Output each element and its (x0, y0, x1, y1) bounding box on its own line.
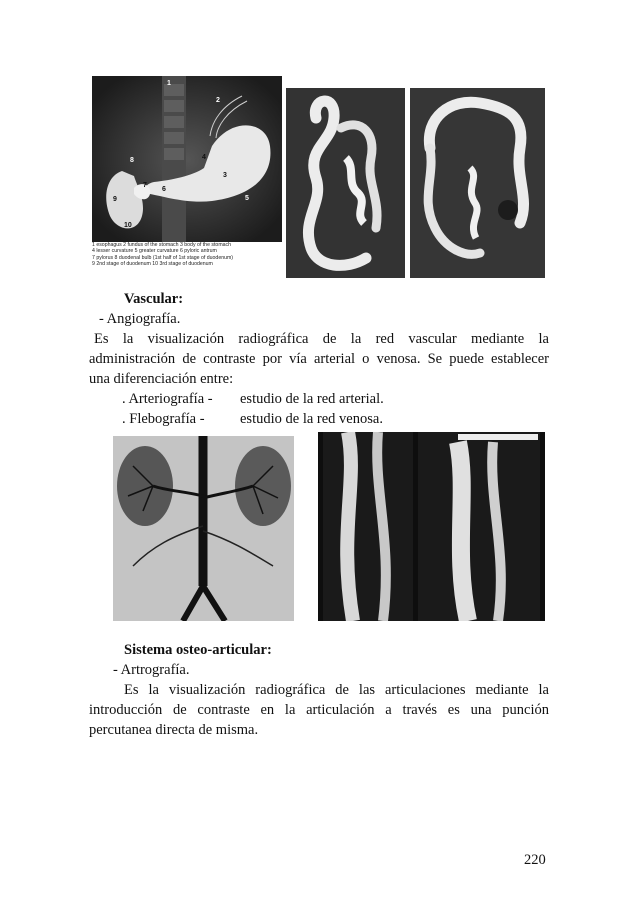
figure-label-4: 4 (202, 154, 206, 161)
osteo-paragraph-line: introducción de contraste en la articulación a través es una punción (89, 702, 549, 718)
phlebography-image (318, 432, 545, 621)
stomach-xray-image (92, 76, 282, 243)
figure-label-10: 10 (124, 222, 132, 229)
artrografia-item: - Artrografía. (113, 662, 190, 678)
figure-legend-line: 7 pylorus 8 duodenal bulb (1st half of 1st stage of duodenum) (92, 254, 234, 261)
page-number: 220 (524, 852, 546, 868)
figure-legend-line: 1 esophagus 2 fundus of the stomach 3 body of the stomach (92, 242, 232, 248)
figure-legend-line: 9 2nd stage of duodenum 10 3rd stage of duodenum (92, 260, 213, 267)
colon-xray-image-2 (410, 88, 545, 278)
figure-label-5: 5 (245, 195, 249, 202)
flebografia-term: . Flebografía - (122, 411, 205, 427)
vascular-heading: Vascular: (124, 291, 184, 307)
arteriografia-description: estudio de la red arterial. (240, 391, 384, 407)
osteo-heading: Sistema osteo-articular: (124, 642, 272, 658)
figure-label-8: 8 (130, 157, 134, 164)
vascular-paragraph-line: administración de contraste por vía arterial o venosa. Se puede establecer (89, 351, 549, 367)
figure-label-1: 1 (167, 80, 171, 87)
figure-label-6: 6 (162, 186, 166, 193)
arteriografia-term: . Arteriografía - (122, 391, 213, 407)
figure-label-3: 3 (223, 172, 227, 179)
vascular-paragraph-line: Es la visualización radiográfica de la red vascular mediante la (94, 331, 549, 347)
figure-legend-line: 4 lesser curvature 5 greater curvature 6 pyloric antrum (92, 248, 217, 255)
figure-label-7: 7 (143, 182, 147, 189)
figure-legend (92, 242, 282, 275)
osteo-paragraph-line: Es la visualización radiográfica de las articulaciones mediante la (124, 682, 549, 698)
angiografia-item: - Angiografía. (99, 311, 181, 327)
osteo-paragraph-line: percutanea directa de misma. (89, 722, 259, 738)
flebografia-description: estudio de la red venosa. (240, 411, 383, 427)
renal-angiography-image (113, 436, 294, 621)
figure-label-2: 2 (216, 97, 220, 104)
figure-label-9: 9 (113, 196, 117, 203)
vascular-paragraph-line: una diferenciación entre: (89, 371, 234, 387)
colon-xray-image-1 (286, 88, 405, 278)
